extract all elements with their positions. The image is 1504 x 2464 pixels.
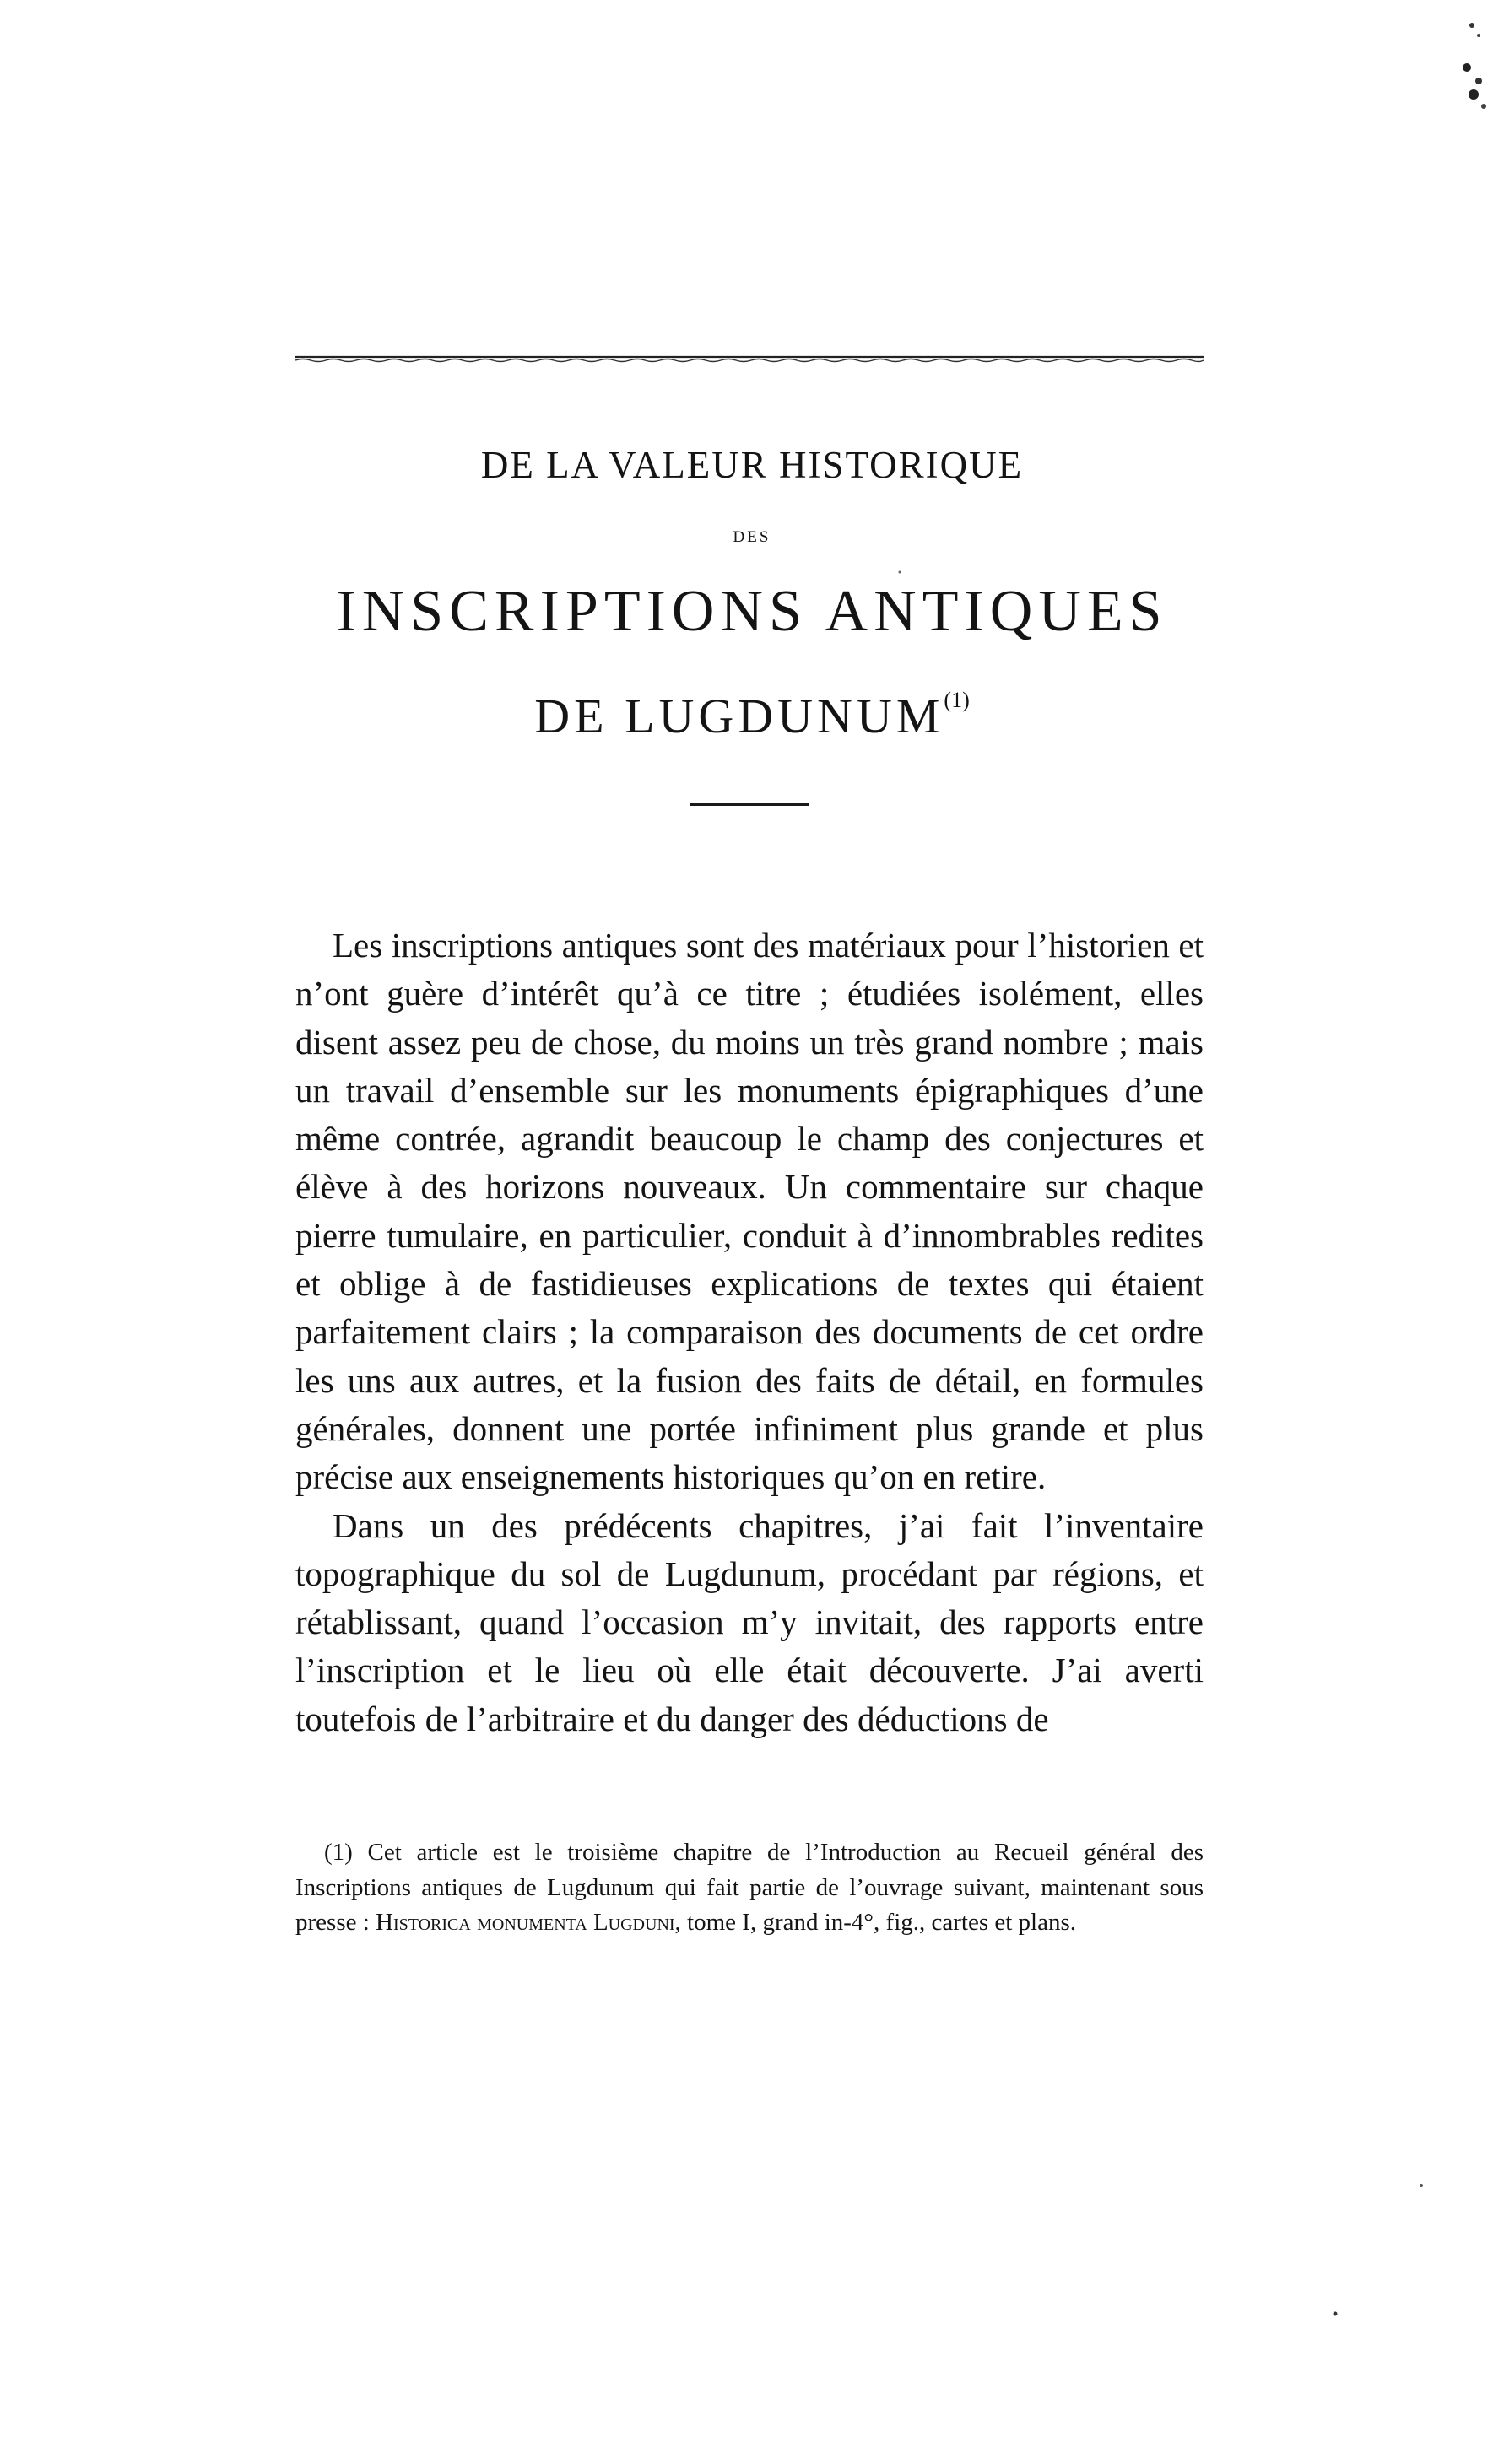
ornamental-header-rule bbox=[295, 354, 1204, 365]
title-connector: DES bbox=[733, 528, 771, 546]
paragraph: Dans un des prédécents chapitres, j’ai fait l’inventaire topographique du sol de Lugdunum, procédant par régions, et rétablissant, quand l’occasion m’y invitait, des rapports entre l’inscription et le lieu où elle était découverte. J’ai averti toutefois de l’arbitraire et du danger des déductions de bbox=[295, 1505, 1204, 1738]
footnote-reference: (1) bbox=[944, 688, 970, 712]
paragraph: Les inscriptions antiques sont des matériaux pour l’historien et n’ont guère d’intérêt qu’à ce titre ; étudiées isolément, elles disent assez peu de chose, du moins un très grand nombre ; mais un travail d’ensemble sur les monuments épigraphiques d’une même contrée, agrandit beaucoup le champ des conjectures et élève à des horizons nouveaux. Un commentaire sur chaque pierre tumulaire, en particulier, conduit à d’innombrables redites et oblige à de fastidieuses explications de textes qui étaient parfaitement clairs ; la comparaison des documents de cet ordre les uns aux autres, et la fusion des faits de détail, en formules générales, donnent une portée infiniment plus grande et plus précise aux enseignements historiques qu’on en retire. bbox=[295, 926, 1204, 1497]
title-divider bbox=[690, 803, 809, 806]
title-line-3-text: DE LUGDUNUM bbox=[534, 689, 944, 743]
footnote-marker: (1) bbox=[324, 1839, 353, 1866]
footnote-work-title: Historica monumenta Lugduni bbox=[376, 1909, 675, 1936]
footnote-text-end: , tome I, grand in-4°, fig., cartes et plans. bbox=[674, 1909, 1077, 1936]
title-line-3 bbox=[0, 688, 1504, 744]
body-text bbox=[295, 921, 1204, 1743]
footnote-paragraph bbox=[295, 1835, 1204, 1941]
footnote-text: Cet article est le troisième chapitre de l’Introduction au Recueil général des Inscriptions antiques de Lugdunum qui fait partie de l’ouvrage suivant, maintenant sous presse : bbox=[295, 1839, 1204, 1936]
title-line-2: INSCRIPTIONS ANTIQUES bbox=[336, 579, 1168, 644]
title-line-1: DE LA VALEUR HISTORIQUE bbox=[480, 444, 1024, 486]
footnote bbox=[295, 1835, 1204, 1941]
